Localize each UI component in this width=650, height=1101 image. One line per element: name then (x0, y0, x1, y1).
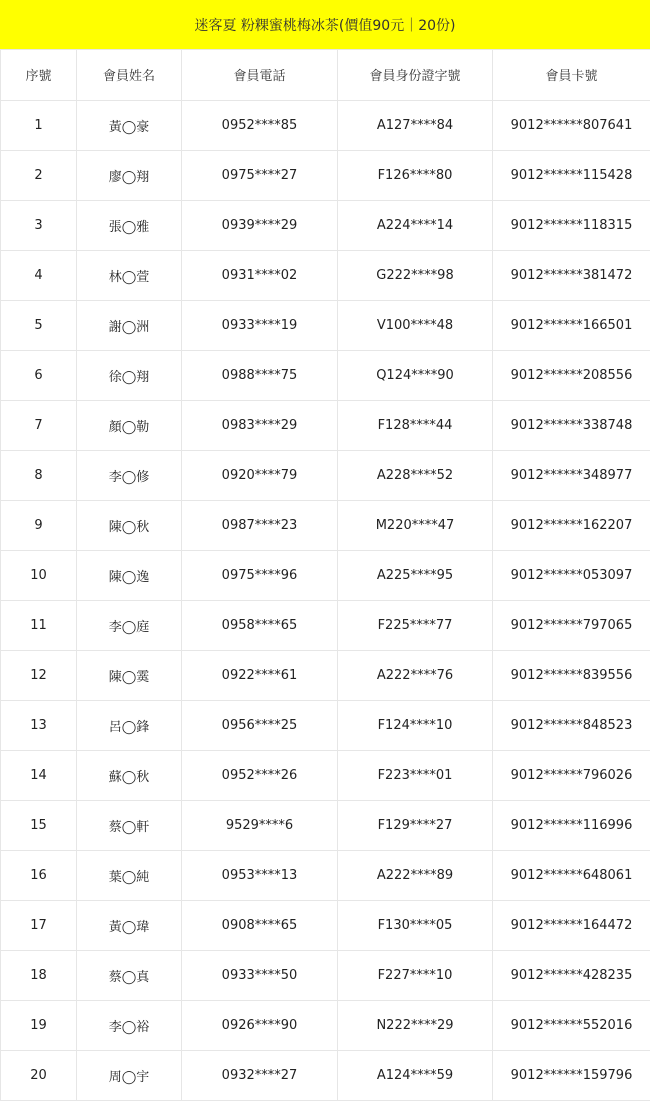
cell-member-card: 9012******848523 (493, 700, 650, 750)
cell-serial: 20 (1, 1050, 77, 1100)
table-row (1, 450, 650, 500)
cell-member-card: 9012******118315 (493, 200, 650, 250)
table-row (1, 850, 650, 900)
cell-serial: 18 (1, 950, 77, 1000)
table-row (1, 500, 650, 550)
cell-serial: 12 (1, 650, 77, 700)
cell-member-name: 廖◯翔 (77, 150, 182, 200)
cell-member-card: 9012******166501 (493, 300, 650, 350)
table-row (1, 550, 650, 600)
cell-member-name: 林◯萱 (77, 250, 182, 300)
cell-member-id: F225****77 (338, 600, 493, 650)
header-member-card: 會員卡號 (493, 50, 650, 100)
cell-member-id: F128****44 (338, 400, 493, 450)
cell-member-card: 9012******116996 (493, 800, 650, 850)
cell-member-name: 徐◯翔 (77, 350, 182, 400)
cell-member-phone: 0988****75 (182, 350, 338, 400)
cell-member-phone: 0926****90 (182, 1000, 338, 1050)
cell-member-id: V100****48 (338, 300, 493, 350)
cell-member-card: 9012******797065 (493, 600, 650, 650)
table-row (1, 900, 650, 950)
cell-member-name: 顏◯勒 (77, 400, 182, 450)
cell-member-id: A222****76 (338, 650, 493, 700)
cell-member-card: 9012******796026 (493, 750, 650, 800)
cell-member-name: 陳◯秋 (77, 500, 182, 550)
table-row (1, 750, 650, 800)
cell-serial: 13 (1, 700, 77, 750)
cell-member-phone: 0920****79 (182, 450, 338, 500)
cell-member-id: A124****59 (338, 1050, 493, 1100)
cell-member-phone: 0952****26 (182, 750, 338, 800)
cell-member-name: 李◯裕 (77, 1000, 182, 1050)
cell-member-card: 9012******648061 (493, 850, 650, 900)
prize-banner (0, 0, 650, 50)
cell-member-id: A224****14 (338, 200, 493, 250)
cell-member-name: 黃◯豪 (77, 100, 182, 150)
table-row (1, 200, 650, 250)
cell-member-name: 李◯庭 (77, 600, 182, 650)
header-member-phone: 會員電話 (182, 50, 338, 100)
cell-serial: 10 (1, 550, 77, 600)
cell-member-card: 9012******338748 (493, 400, 650, 450)
cell-member-card: 9012******208556 (493, 350, 650, 400)
cell-member-card: 9012******159796 (493, 1050, 650, 1100)
cell-serial: 14 (1, 750, 77, 800)
table-row (1, 650, 650, 700)
cell-serial: 15 (1, 800, 77, 850)
cell-member-card: 9012******552016 (493, 1000, 650, 1050)
table-row (1, 1000, 650, 1050)
cell-member-id: F124****10 (338, 700, 493, 750)
cell-member-name: 張◯雅 (77, 200, 182, 250)
cell-member-id: F126****80 (338, 150, 493, 200)
cell-member-phone: 0983****29 (182, 400, 338, 450)
table-row (1, 300, 650, 350)
cell-member-id: N222****29 (338, 1000, 493, 1050)
cell-member-card: 9012******164472 (493, 900, 650, 950)
cell-member-name: 周◯宇 (77, 1050, 182, 1100)
cell-member-phone: 0933****50 (182, 950, 338, 1000)
cell-member-card: 9012******807641 (493, 100, 650, 150)
table-row (1, 800, 650, 850)
cell-member-id: G222****98 (338, 250, 493, 300)
cell-member-name: 蔡◯軒 (77, 800, 182, 850)
cell-member-phone: 0987****23 (182, 500, 338, 550)
cell-serial: 11 (1, 600, 77, 650)
cell-member-id: F227****10 (338, 950, 493, 1000)
cell-serial: 19 (1, 1000, 77, 1050)
winners-table (0, 50, 650, 1101)
cell-member-phone: 0931****02 (182, 250, 338, 300)
cell-serial: 3 (1, 200, 77, 250)
table-row (1, 100, 650, 150)
cell-member-phone: 0975****96 (182, 550, 338, 600)
cell-member-id: F130****05 (338, 900, 493, 950)
cell-member-phone: 0958****65 (182, 600, 338, 650)
table-row (1, 150, 650, 200)
cell-member-phone: 0932****27 (182, 1050, 338, 1100)
cell-member-id: F129****27 (338, 800, 493, 850)
cell-serial: 16 (1, 850, 77, 900)
cell-member-card: 9012******115428 (493, 150, 650, 200)
cell-member-name: 謝◯洲 (77, 300, 182, 350)
cell-member-card: 9012******839556 (493, 650, 650, 700)
prize-title: 迷客夏 粉粿蜜桃梅冰茶(價值90元｜20份) (194, 15, 455, 35)
cell-serial: 8 (1, 450, 77, 500)
header-serial: 序號 (1, 50, 77, 100)
cell-member-phone: 0933****19 (182, 300, 338, 350)
table-row (1, 600, 650, 650)
cell-member-phone: 0975****27 (182, 150, 338, 200)
cell-member-id: A222****89 (338, 850, 493, 900)
cell-serial: 7 (1, 400, 77, 450)
cell-member-phone: 0956****25 (182, 700, 338, 750)
cell-member-card: 9012******162207 (493, 500, 650, 550)
cell-member-id: F223****01 (338, 750, 493, 800)
table-row (1, 250, 650, 300)
cell-member-card: 9012******348977 (493, 450, 650, 500)
cell-member-name: 黃◯瑋 (77, 900, 182, 950)
cell-member-name: 葉◯純 (77, 850, 182, 900)
table-row (1, 1050, 650, 1100)
table-row (1, 350, 650, 400)
table-header-row (1, 50, 650, 100)
table-row (1, 700, 650, 750)
cell-member-id: A225****95 (338, 550, 493, 600)
cell-member-name: 陳◯霙 (77, 650, 182, 700)
header-member-name: 會員姓名 (77, 50, 182, 100)
cell-member-phone: 0952****85 (182, 100, 338, 150)
cell-member-phone: 0922****61 (182, 650, 338, 700)
cell-member-id: A228****52 (338, 450, 493, 500)
cell-serial: 5 (1, 300, 77, 350)
table-row (1, 950, 650, 1000)
cell-member-id: Q124****90 (338, 350, 493, 400)
cell-member-card: 9012******428235 (493, 950, 650, 1000)
cell-serial: 17 (1, 900, 77, 950)
cell-serial: 2 (1, 150, 77, 200)
cell-member-phone: 0908****65 (182, 900, 338, 950)
table-body (1, 100, 650, 1100)
cell-member-name: 呂◯鋒 (77, 700, 182, 750)
cell-member-card: 9012******053097 (493, 550, 650, 600)
cell-member-id: M220****47 (338, 500, 493, 550)
cell-serial: 9 (1, 500, 77, 550)
cell-member-name: 蔡◯真 (77, 950, 182, 1000)
table-row (1, 400, 650, 450)
cell-serial: 1 (1, 100, 77, 150)
cell-serial: 4 (1, 250, 77, 300)
cell-serial: 6 (1, 350, 77, 400)
cell-member-phone: 0939****29 (182, 200, 338, 250)
cell-member-id: A127****84 (338, 100, 493, 150)
cell-member-name: 李◯修 (77, 450, 182, 500)
cell-member-card: 9012******381472 (493, 250, 650, 300)
cell-member-name: 陳◯逸 (77, 550, 182, 600)
header-member-id: 會員身份證字號 (338, 50, 493, 100)
cell-member-phone: 9529****6 (182, 800, 338, 850)
cell-member-name: 蘇◯秋 (77, 750, 182, 800)
cell-member-phone: 0953****13 (182, 850, 338, 900)
